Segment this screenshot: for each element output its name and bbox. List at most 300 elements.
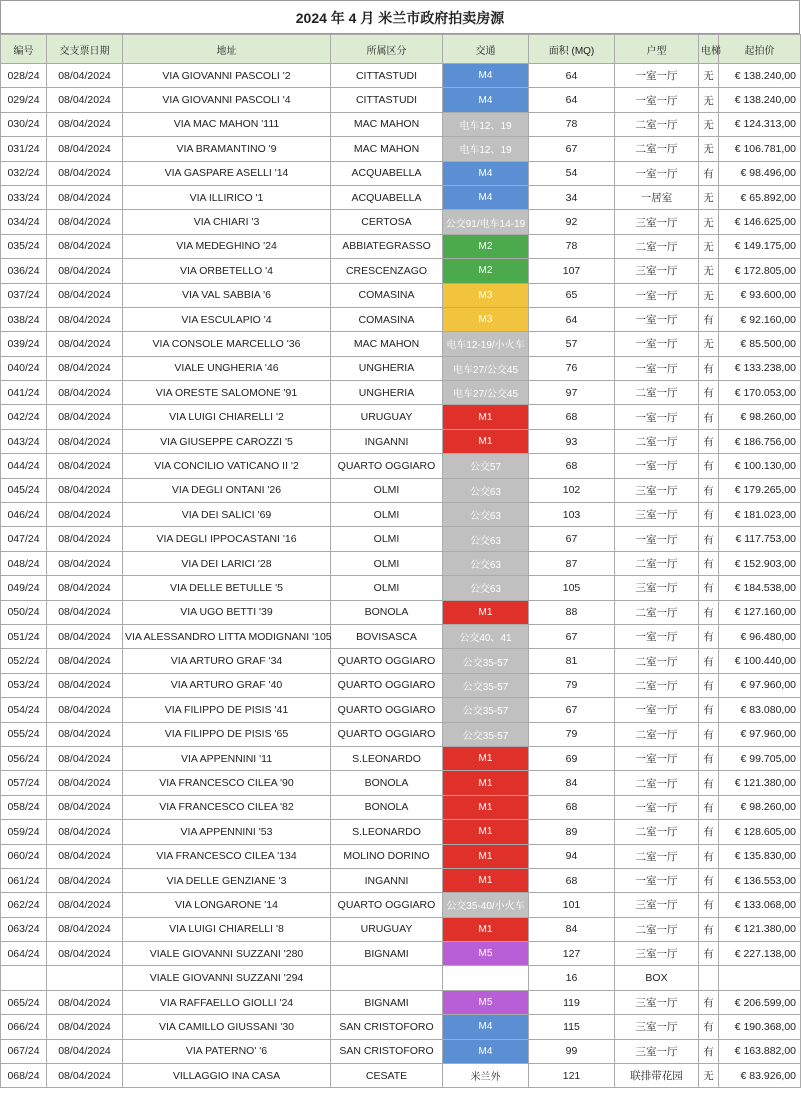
cell-elevator: 有 (699, 429, 719, 453)
cell-id: 039/24 (1, 332, 47, 356)
cell-id: 066/24 (1, 1015, 47, 1039)
table-row (1, 259, 801, 283)
table-row (1, 722, 801, 746)
cell-address: VIA DEI LARICI '28 (123, 551, 331, 575)
cell-address: VIALE UNGHERIA '46 (123, 356, 331, 380)
cell-transit: 公交63 (443, 503, 529, 527)
cell-layout: 二室一厅 (615, 112, 699, 136)
cell-price: € 98.260,00 (719, 405, 801, 429)
cell-elevator: 有 (699, 405, 719, 429)
table-row (1, 332, 801, 356)
cell-address: VIA GASPARE ASELLI '14 (123, 161, 331, 185)
cell-price: € 135.830,00 (719, 844, 801, 868)
cell-transit: 米兰外 (443, 1064, 529, 1088)
cell-area: 97 (529, 381, 615, 405)
cell-address: VIA CHIARI '3 (123, 210, 331, 234)
cell-zone: OLMI (331, 551, 443, 575)
table-row (1, 185, 801, 209)
cell-address: VIALE GIOVANNI SUZZANI '294 (123, 966, 331, 990)
cell-layout: 一室一厅 (615, 527, 699, 551)
cell-date: 08/04/2024 (47, 64, 123, 88)
cell-area: 64 (529, 64, 615, 88)
cell-layout: 三室一厅 (615, 893, 699, 917)
cell-transit: M5 (443, 942, 529, 966)
cell-price: € 133.238,00 (719, 356, 801, 380)
cell-area: 103 (529, 503, 615, 527)
cell-id: 063/24 (1, 917, 47, 941)
cell-id: 028/24 (1, 64, 47, 88)
cell-area: 76 (529, 356, 615, 380)
listing-table (0, 34, 801, 1088)
cell-area: 84 (529, 917, 615, 941)
cell-elevator: 有 (699, 503, 719, 527)
cell-price: € 138.240,00 (719, 88, 801, 112)
cell-area: 81 (529, 649, 615, 673)
cell-transit: M4 (443, 185, 529, 209)
cell-address: VIA DELLE GENZIANE '3 (123, 868, 331, 892)
cell-elevator: 有 (699, 868, 719, 892)
cell-transit: 电车27/公交45 (443, 381, 529, 405)
cell-id: 034/24 (1, 210, 47, 234)
cell-date: 08/04/2024 (47, 649, 123, 673)
cell-id: 051/24 (1, 624, 47, 648)
cell-transit: M1 (443, 820, 529, 844)
cell-address: VIA LUIGI CHIARELLI '8 (123, 917, 331, 941)
cell-zone: URUGUAY (331, 917, 443, 941)
cell-zone: OLMI (331, 576, 443, 600)
cell-date: 08/04/2024 (47, 185, 123, 209)
cell-date: 08/04/2024 (47, 429, 123, 453)
cell-transit: M1 (443, 600, 529, 624)
cell-price: € 179.265,00 (719, 478, 801, 502)
cell-area: 78 (529, 234, 615, 258)
cell-address: VIA BRAMANTINO '9 (123, 137, 331, 161)
cell-price: € 227.138,00 (719, 942, 801, 966)
cell-elevator: 有 (699, 990, 719, 1014)
header-elevator: 电梯 (699, 35, 719, 64)
header-date: 交支票日期 (47, 35, 123, 64)
cell-date: 08/04/2024 (47, 893, 123, 917)
cell-date: 08/04/2024 (47, 1015, 123, 1039)
cell-price: € 181.023,00 (719, 503, 801, 527)
table-row (1, 161, 801, 185)
cell-price: € 172.805,00 (719, 259, 801, 283)
cell-address: VIA UGO BETTI '39 (123, 600, 331, 624)
cell-id (1, 966, 47, 990)
cell-zone: CERTOSA (331, 210, 443, 234)
cell-zone: BOVISASCA (331, 624, 443, 648)
cell-layout: 二室一厅 (615, 551, 699, 575)
cell-price: € 83.926,00 (719, 1064, 801, 1088)
table-row (1, 1039, 801, 1063)
cell-layout: 一室一厅 (615, 307, 699, 331)
cell-address: VIA DEI SALICI '69 (123, 503, 331, 527)
cell-address: VIA LONGARONE '14 (123, 893, 331, 917)
cell-price: € 152.903,00 (719, 551, 801, 575)
cell-transit (443, 966, 529, 990)
table-row (1, 381, 801, 405)
cell-layout: 一室一厅 (615, 283, 699, 307)
cell-date: 08/04/2024 (47, 210, 123, 234)
cell-layout: 三室一厅 (615, 210, 699, 234)
cell-price: € 100.130,00 (719, 454, 801, 478)
cell-zone: MAC MAHON (331, 112, 443, 136)
cell-address: VIA GIOVANNI PASCOLI '2 (123, 64, 331, 88)
cell-transit: 公交63 (443, 576, 529, 600)
cell-transit: M3 (443, 283, 529, 307)
cell-address: VIA GIUSEPPE CAROZZI '5 (123, 429, 331, 453)
cell-layout: 二室一厅 (615, 673, 699, 697)
cell-transit: 公交40、41 (443, 624, 529, 648)
table-row (1, 649, 801, 673)
cell-id: 040/24 (1, 356, 47, 380)
cell-elevator: 有 (699, 795, 719, 819)
cell-transit: 公交35-57 (443, 698, 529, 722)
cell-address: VIA RAFFAELLO GIOLLI '24 (123, 990, 331, 1014)
cell-area: 92 (529, 210, 615, 234)
cell-price: € 146.625,00 (719, 210, 801, 234)
cell-area: 99 (529, 1039, 615, 1063)
cell-layout: 三室一厅 (615, 576, 699, 600)
cell-id: 049/24 (1, 576, 47, 600)
cell-transit: 电车27/公交45 (443, 356, 529, 380)
cell-elevator: 无 (699, 64, 719, 88)
cell-transit: 公交35-57 (443, 722, 529, 746)
table-row (1, 844, 801, 868)
cell-transit: M5 (443, 990, 529, 1014)
cell-transit: M3 (443, 307, 529, 331)
cell-address: VIALE GIOVANNI SUZZANI '280 (123, 942, 331, 966)
cell-elevator: 无 (699, 259, 719, 283)
cell-price: € 149.175,00 (719, 234, 801, 258)
table-row (1, 1064, 801, 1088)
cell-price: € 92.160,00 (719, 307, 801, 331)
cell-area: 93 (529, 429, 615, 453)
table-row (1, 283, 801, 307)
table-row (1, 966, 801, 990)
cell-date: 08/04/2024 (47, 795, 123, 819)
cell-date: 08/04/2024 (47, 917, 123, 941)
cell-elevator: 有 (699, 673, 719, 697)
cell-zone: QUARTO OGGIARO (331, 893, 443, 917)
cell-date: 08/04/2024 (47, 698, 123, 722)
cell-address: VIA ILLIRICO '1 (123, 185, 331, 209)
cell-layout: 二室一厅 (615, 844, 699, 868)
cell-area: 94 (529, 844, 615, 868)
cell-layout: 一室一厅 (615, 868, 699, 892)
cell-date: 08/04/2024 (47, 381, 123, 405)
cell-area: 84 (529, 771, 615, 795)
cell-address: VIA MEDEGHINO '24 (123, 234, 331, 258)
cell-price: € 184.538,00 (719, 576, 801, 600)
header-price: 起拍价 (719, 35, 801, 64)
cell-area: 78 (529, 112, 615, 136)
cell-layout: 二室一厅 (615, 649, 699, 673)
cell-zone: QUARTO OGGIARO (331, 673, 443, 697)
cell-layout: 二室一厅 (615, 722, 699, 746)
cell-area: 107 (529, 259, 615, 283)
cell-elevator: 有 (699, 771, 719, 795)
cell-area: 127 (529, 942, 615, 966)
cell-area: 67 (529, 137, 615, 161)
cell-price: € 65.892,00 (719, 185, 801, 209)
cell-address: VIA FILIPPO DE PISIS '41 (123, 698, 331, 722)
cell-id: 037/24 (1, 283, 47, 307)
cell-id: 068/24 (1, 1064, 47, 1088)
table-row (1, 234, 801, 258)
cell-zone: BIGNAMI (331, 990, 443, 1014)
cell-address: VIA GIOVANNI PASCOLI '4 (123, 88, 331, 112)
cell-area: 121 (529, 1064, 615, 1088)
table-row (1, 698, 801, 722)
cell-zone: ABBIATEGRASSO (331, 234, 443, 258)
cell-layout: 一室一厅 (615, 795, 699, 819)
cell-zone: INGANNI (331, 429, 443, 453)
cell-id: 046/24 (1, 503, 47, 527)
cell-price: € 133.068,00 (719, 893, 801, 917)
cell-id: 041/24 (1, 381, 47, 405)
cell-address: VIA MAC MAHON '111 (123, 112, 331, 136)
cell-date: 08/04/2024 (47, 356, 123, 380)
table-row (1, 917, 801, 941)
cell-transit: 电车12、19 (443, 112, 529, 136)
table-row (1, 527, 801, 551)
cell-zone: CITTASTUDI (331, 64, 443, 88)
cell-price: € 186.756,00 (719, 429, 801, 453)
cell-date: 08/04/2024 (47, 527, 123, 551)
cell-price: € 121.380,00 (719, 917, 801, 941)
table-row (1, 868, 801, 892)
table-row (1, 600, 801, 624)
cell-area: 54 (529, 161, 615, 185)
cell-id: 052/24 (1, 649, 47, 673)
cell-elevator: 有 (699, 454, 719, 478)
cell-price: € 98.496,00 (719, 161, 801, 185)
cell-address: VIA LUIGI CHIARELLI '2 (123, 405, 331, 429)
cell-elevator: 有 (699, 942, 719, 966)
table-row (1, 503, 801, 527)
cell-zone: INGANNI (331, 868, 443, 892)
cell-layout: 一室一厅 (615, 698, 699, 722)
cell-area: 68 (529, 454, 615, 478)
cell-zone: BONOLA (331, 771, 443, 795)
cell-price: € 97.960,00 (719, 673, 801, 697)
cell-layout: 三室一厅 (615, 1039, 699, 1063)
cell-transit: 公交63 (443, 527, 529, 551)
cell-elevator: 无 (699, 137, 719, 161)
cell-zone: OLMI (331, 527, 443, 551)
cell-price: € 117.753,00 (719, 527, 801, 551)
cell-date: 08/04/2024 (47, 307, 123, 331)
cell-date: 08/04/2024 (47, 722, 123, 746)
cell-area: 101 (529, 893, 615, 917)
cell-date: 08/04/2024 (47, 283, 123, 307)
cell-date: 08/04/2024 (47, 259, 123, 283)
cell-elevator: 无 (699, 1064, 719, 1088)
table-row (1, 356, 801, 380)
table-row (1, 820, 801, 844)
cell-zone: BONOLA (331, 795, 443, 819)
cell-address: VIA FRANCESCO CILEA '134 (123, 844, 331, 868)
cell-date: 08/04/2024 (47, 478, 123, 502)
cell-area: 119 (529, 990, 615, 1014)
cell-id: 053/24 (1, 673, 47, 697)
table-row (1, 478, 801, 502)
cell-address: VIA ARTURO GRAF '34 (123, 649, 331, 673)
cell-id: 032/24 (1, 161, 47, 185)
cell-elevator: 有 (699, 161, 719, 185)
cell-price: € 98.260,00 (719, 795, 801, 819)
cell-layout: 二室一厅 (615, 820, 699, 844)
cell-date: 08/04/2024 (47, 112, 123, 136)
cell-layout: 三室一厅 (615, 259, 699, 283)
cell-zone: BIGNAMI (331, 942, 443, 966)
cell-address: VIA FRANCESCO CILEA '82 (123, 795, 331, 819)
cell-zone: CITTASTUDI (331, 88, 443, 112)
table-row (1, 746, 801, 770)
table-row (1, 454, 801, 478)
cell-id: 036/24 (1, 259, 47, 283)
cell-elevator: 有 (699, 746, 719, 770)
header-address: 地址 (123, 35, 331, 64)
cell-zone: SAN CRISTOFORO (331, 1039, 443, 1063)
cell-transit: 公交35-40/小火车 (443, 893, 529, 917)
cell-price: € 206.599,00 (719, 990, 801, 1014)
cell-area: 105 (529, 576, 615, 600)
cell-id: 058/24 (1, 795, 47, 819)
cell-layout: 三室一厅 (615, 990, 699, 1014)
cell-elevator: 无 (699, 332, 719, 356)
cell-date: 08/04/2024 (47, 942, 123, 966)
cell-price: € 96.480,00 (719, 624, 801, 648)
cell-elevator: 有 (699, 381, 719, 405)
cell-layout: 三室一厅 (615, 478, 699, 502)
cell-layout: 一室一厅 (615, 88, 699, 112)
cell-zone: QUARTO OGGIARO (331, 698, 443, 722)
cell-id: 059/24 (1, 820, 47, 844)
cell-price: € 128.605,00 (719, 820, 801, 844)
cell-area: 68 (529, 868, 615, 892)
table-row (1, 795, 801, 819)
cell-date: 08/04/2024 (47, 88, 123, 112)
cell-date: 08/04/2024 (47, 503, 123, 527)
cell-address: VIA FRANCESCO CILEA '90 (123, 771, 331, 795)
table-row (1, 576, 801, 600)
cell-date: 08/04/2024 (47, 405, 123, 429)
cell-elevator: 有 (699, 698, 719, 722)
cell-area: 68 (529, 795, 615, 819)
cell-id: 050/24 (1, 600, 47, 624)
cell-elevator: 有 (699, 893, 719, 917)
cell-transit: 公交63 (443, 478, 529, 502)
cell-address: VIA DEGLI IPPOCASTANI '16 (123, 527, 331, 551)
cell-price: € 136.553,00 (719, 868, 801, 892)
cell-date: 08/04/2024 (47, 771, 123, 795)
table-row (1, 551, 801, 575)
cell-price: € 83.080,00 (719, 698, 801, 722)
cell-elevator: 无 (699, 283, 719, 307)
cell-id: 044/24 (1, 454, 47, 478)
cell-area: 87 (529, 551, 615, 575)
cell-address: VIA DELLE BETULLE '5 (123, 576, 331, 600)
cell-area: 65 (529, 283, 615, 307)
cell-id: 045/24 (1, 478, 47, 502)
table-row (1, 88, 801, 112)
cell-date: 08/04/2024 (47, 454, 123, 478)
cell-zone: SAN CRISTOFORO (331, 1015, 443, 1039)
cell-layout: BOX (615, 966, 699, 990)
cell-elevator: 有 (699, 917, 719, 941)
cell-id: 038/24 (1, 307, 47, 331)
cell-id: 057/24 (1, 771, 47, 795)
cell-transit: 公交35-57 (443, 649, 529, 673)
cell-date: 08/04/2024 (47, 746, 123, 770)
cell-zone: QUARTO OGGIARO (331, 454, 443, 478)
cell-id: 055/24 (1, 722, 47, 746)
cell-layout: 一室一厅 (615, 356, 699, 380)
cell-layout: 三室一厅 (615, 503, 699, 527)
cell-id: 060/24 (1, 844, 47, 868)
cell-zone: MAC MAHON (331, 137, 443, 161)
cell-layout: 二室一厅 (615, 137, 699, 161)
cell-area: 67 (529, 624, 615, 648)
cell-elevator: 有 (699, 600, 719, 624)
cell-zone (331, 966, 443, 990)
cell-area: 115 (529, 1015, 615, 1039)
cell-date: 08/04/2024 (47, 332, 123, 356)
table-header-row (1, 35, 801, 64)
cell-transit: M1 (443, 868, 529, 892)
cell-area: 68 (529, 405, 615, 429)
cell-transit: M2 (443, 259, 529, 283)
cell-elevator: 有 (699, 820, 719, 844)
cell-zone: CRESCENZAGO (331, 259, 443, 283)
cell-price: € 138.240,00 (719, 64, 801, 88)
cell-area: 67 (529, 698, 615, 722)
cell-date: 08/04/2024 (47, 673, 123, 697)
cell-layout: 联排带花园 (615, 1064, 699, 1088)
cell-address: VIA FILIPPO DE PISIS '65 (123, 722, 331, 746)
cell-transit: 公交63 (443, 551, 529, 575)
table-row (1, 624, 801, 648)
cell-area: 89 (529, 820, 615, 844)
cell-id: 064/24 (1, 942, 47, 966)
cell-id: 030/24 (1, 112, 47, 136)
cell-elevator: 有 (699, 307, 719, 331)
cell-price: € 170.053,00 (719, 381, 801, 405)
cell-date: 08/04/2024 (47, 624, 123, 648)
cell-id: 065/24 (1, 990, 47, 1014)
cell-date: 08/04/2024 (47, 844, 123, 868)
cell-elevator (699, 966, 719, 990)
cell-transit: M1 (443, 429, 529, 453)
cell-elevator: 有 (699, 1015, 719, 1039)
cell-date: 08/04/2024 (47, 600, 123, 624)
header-id: 编号 (1, 35, 47, 64)
cell-id: 047/24 (1, 527, 47, 551)
cell-area: 88 (529, 600, 615, 624)
cell-layout: 二室一厅 (615, 381, 699, 405)
cell-zone: S.LEONARDO (331, 746, 443, 770)
cell-zone: ACQUABELLA (331, 185, 443, 209)
cell-layout: 一居室 (615, 185, 699, 209)
cell-price: € 121.380,00 (719, 771, 801, 795)
cell-price: € 190.368,00 (719, 1015, 801, 1039)
cell-id: 042/24 (1, 405, 47, 429)
cell-id: 035/24 (1, 234, 47, 258)
cell-date: 08/04/2024 (47, 820, 123, 844)
cell-id: 062/24 (1, 893, 47, 917)
